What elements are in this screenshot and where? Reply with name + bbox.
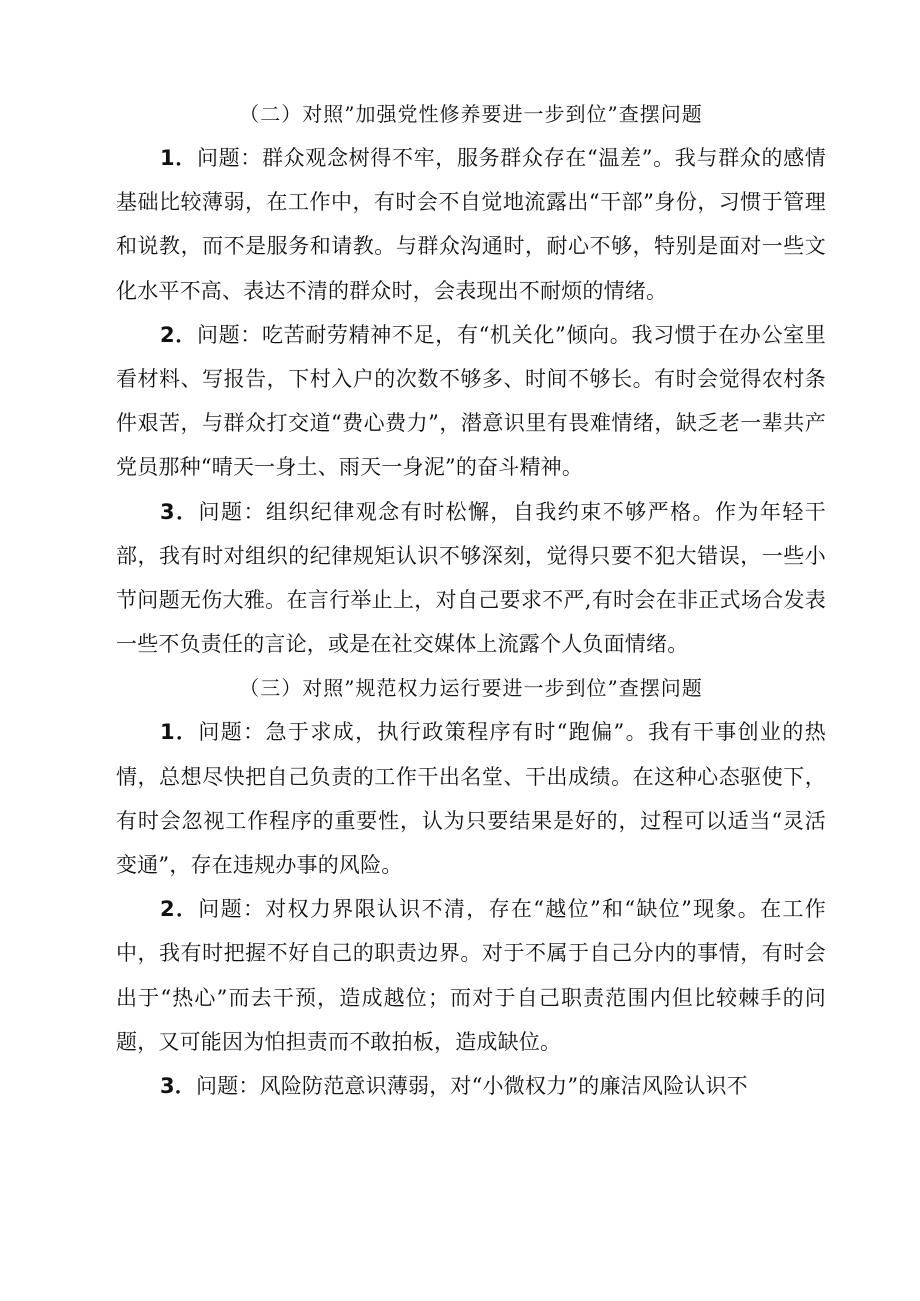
section-heading-3: （三）对照”规范权力运行要进一步到位”查摆问题 (239, 676, 703, 701)
item-number: 3． (160, 1074, 197, 1099)
item-text: 问题：吃苦耐劳精神不足，有“机关化”倾向。我习惯于在办公室里看材料、写报告，下村入户的次数不够多、时间不够长。有时会觉得农村条件艰苦，与群众打交道“费心费力”，潜意识里有畏难情绪，缺乏老一辈共产党员那种“晴天一身土、雨天一身泥”的奋斗精神。 (116, 322, 826, 480)
paragraph-item (116, 710, 826, 887)
item-text: 问题：群众观念树得不牢，服务群众存在“温差”。我与群众的感情基础比较薄弱，在工作中，有时会不自觉地流露出“干部”身份，习惯于管理和说教，而不是服务和请教。与群众沟通时，耐心不够，特别是面对一些文化水平不高、表达不清的群众时，会表现出不耐烦的情绪。 (116, 146, 826, 303)
paragraph-item (116, 136, 826, 313)
paragraph-item (116, 490, 826, 667)
item-number: 3． (160, 499, 199, 524)
paragraph-item (116, 887, 826, 1064)
item-text: 问题：急于求成，执行政策程序有时“跑偏”。我有干事创业的热情，总想尽快把自己负责的工作干出名堂、干出成绩。在这种心态驱使下，有时会忽视工作程序的重要性，认为只要结果是好的，过程可以适当“灵活变通”，存在违规办事的风险。 (116, 720, 826, 878)
document-body (116, 92, 826, 1108)
item-text: 问题：风险防范意识薄弱，对“小微权力”的廉洁风险认识不 (196, 1074, 748, 1099)
item-number: 2． (160, 322, 197, 347)
item-text: 问题：组织纪律观念有时松懈，自我约束不够严格。作为年轻干部，我有时对组织的纪律规矩认识不够深刻，觉得只要不犯大错误，一些小节问题无伤大雅。在言行举止上，对自己要求不严,有时会在非正式场合发表一些不负责任的言论，或是在社交媒体上流露个人负面情绪。 (116, 499, 826, 657)
item-number: 1． (160, 720, 199, 745)
item-number: 2． (160, 897, 199, 922)
section-heading-2: （二）对照”加强党性修养要进一步到位”查摆问题 (239, 102, 703, 126)
paragraph-item (116, 1064, 826, 1108)
paragraph-item (116, 313, 826, 490)
item-text: 问题：对权力界限认识不清，存在“越位”和“缺位”现象。在工作中，我有时把握不好自己的职责边界。对于不属于自己分内的事情，有时会出于“热心”而去干预，造成越位；而对于自己职责范围内但比较棘手的问题，又可能因为怕担责而不敢拍板，造成缺位。 (116, 897, 826, 1054)
item-number: 1． (160, 146, 197, 170)
